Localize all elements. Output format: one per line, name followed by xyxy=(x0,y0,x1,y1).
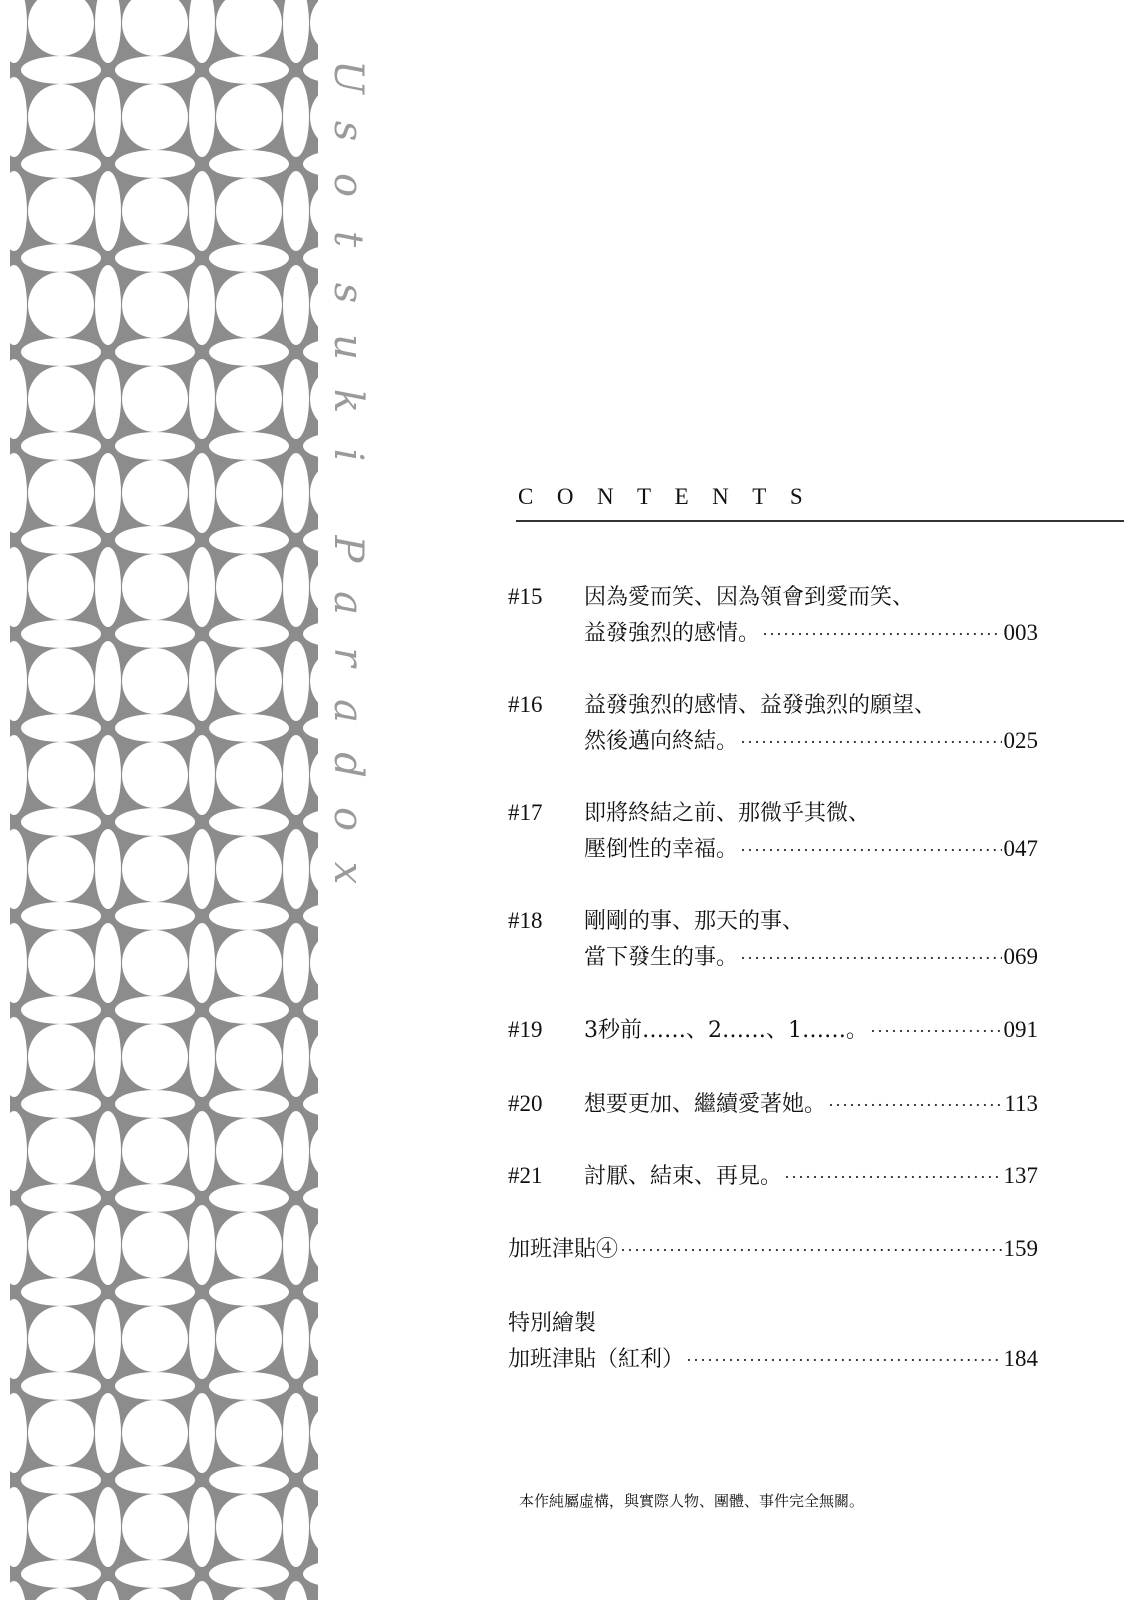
shippo-pattern-icon xyxy=(0,0,318,1600)
fiction-disclaimer: 本作純屬虛構，與實際人物、團體、事件完全無關。 xyxy=(519,1492,865,1510)
title-space xyxy=(321,475,361,529)
chapter-number: #21 xyxy=(508,1163,543,1188)
toc-entry-overtime-4[interactable] xyxy=(508,1232,1038,1268)
title-letter: u xyxy=(325,334,371,360)
title-letter: P xyxy=(325,535,371,563)
dot-leader xyxy=(870,1021,1002,1042)
toc-entry-17[interactable] xyxy=(508,796,1038,868)
extra-title-line: 加班津貼（紅利） xyxy=(508,1347,685,1372)
dot-leader xyxy=(686,1350,1001,1371)
title-letter: k xyxy=(325,388,371,414)
page-number: 003 xyxy=(1003,620,1038,645)
title-letter: i xyxy=(325,448,371,462)
title-letter: s xyxy=(325,120,371,142)
chapter-number: #15 xyxy=(508,584,543,609)
page-number: 113 xyxy=(1004,1091,1038,1116)
toc-entry-21[interactable] xyxy=(508,1159,1038,1195)
page-number: 184 xyxy=(1003,1346,1038,1371)
title-letter: a xyxy=(325,699,371,723)
chapter-title-line: 壓倒性的幸福。 xyxy=(584,837,739,862)
contents-title: CONTENTS xyxy=(518,484,827,509)
chapter-title-line: 想要更加、繼續愛著她。 xyxy=(584,1092,827,1117)
chapter-title-line: 即將終結之前、那微乎其微、 xyxy=(584,801,871,826)
extra-title-line: 特別繪製 xyxy=(508,1311,597,1336)
title-letter: o xyxy=(325,172,371,198)
toc-entry-18[interactable] xyxy=(508,904,1038,976)
chapter-title-line: 討厭、結束、再見。 xyxy=(584,1164,783,1189)
dot-leader xyxy=(740,840,1001,861)
toc-entry-19[interactable] xyxy=(508,1013,1038,1049)
chapter-number: #16 xyxy=(508,692,543,717)
chapter-title-line: 益發強烈的感情。 xyxy=(584,621,761,646)
toc-entry-20[interactable] xyxy=(508,1087,1038,1123)
dot-leader xyxy=(740,732,1001,753)
title-letter: o xyxy=(325,806,371,832)
chapter-title-line: 剛剛的事、那天的事、 xyxy=(584,909,805,934)
header-divider xyxy=(516,520,1124,522)
dot-leader xyxy=(620,1240,1001,1261)
chapter-title-line: 因為愛而笑、因為領會到愛而笑、 xyxy=(584,585,915,610)
page-number: 137 xyxy=(1003,1163,1038,1188)
page-number: 025 xyxy=(1003,728,1038,753)
title-letter: t xyxy=(325,230,371,248)
chapter-number: #17 xyxy=(508,800,543,825)
dot-leader xyxy=(784,1167,1001,1188)
dot-leader xyxy=(828,1095,1002,1116)
chapter-title-line: 然後邁向終結。 xyxy=(584,729,739,754)
extra-title-line: 加班津貼④ xyxy=(508,1237,619,1262)
page-number: 047 xyxy=(1003,836,1038,861)
toc-entry-15[interactable] xyxy=(508,580,1038,652)
chapter-number: #20 xyxy=(508,1091,543,1116)
title-letter: s xyxy=(325,282,371,304)
decorative-pattern-band xyxy=(0,0,318,1600)
contents-header xyxy=(518,484,1126,522)
dot-leader xyxy=(740,948,1001,969)
chapter-number: #19 xyxy=(508,1017,543,1042)
title-letter: U xyxy=(325,60,371,94)
page-number: 091 xyxy=(1003,1017,1038,1042)
vertical-series-title xyxy=(306,50,376,950)
dot-leader xyxy=(762,624,1001,645)
chapter-title-line: 3秒前……、2……、1……。 xyxy=(584,1018,868,1043)
toc-entry-special-bonus[interactable] xyxy=(508,1306,1038,1378)
page-number: 159 xyxy=(1003,1236,1038,1261)
title-letter: r xyxy=(325,647,371,667)
chapter-title-line: 當下發生的事。 xyxy=(584,945,739,970)
title-letter: x xyxy=(325,861,371,885)
title-letter: d xyxy=(325,752,371,778)
title-letter: a xyxy=(325,591,371,615)
toc-entry-16[interactable] xyxy=(508,688,1038,760)
chapter-title-line: 益發強烈的感情、益發強烈的願望、 xyxy=(584,693,937,718)
page-number: 069 xyxy=(1003,944,1038,969)
chapter-number: #18 xyxy=(508,908,543,933)
